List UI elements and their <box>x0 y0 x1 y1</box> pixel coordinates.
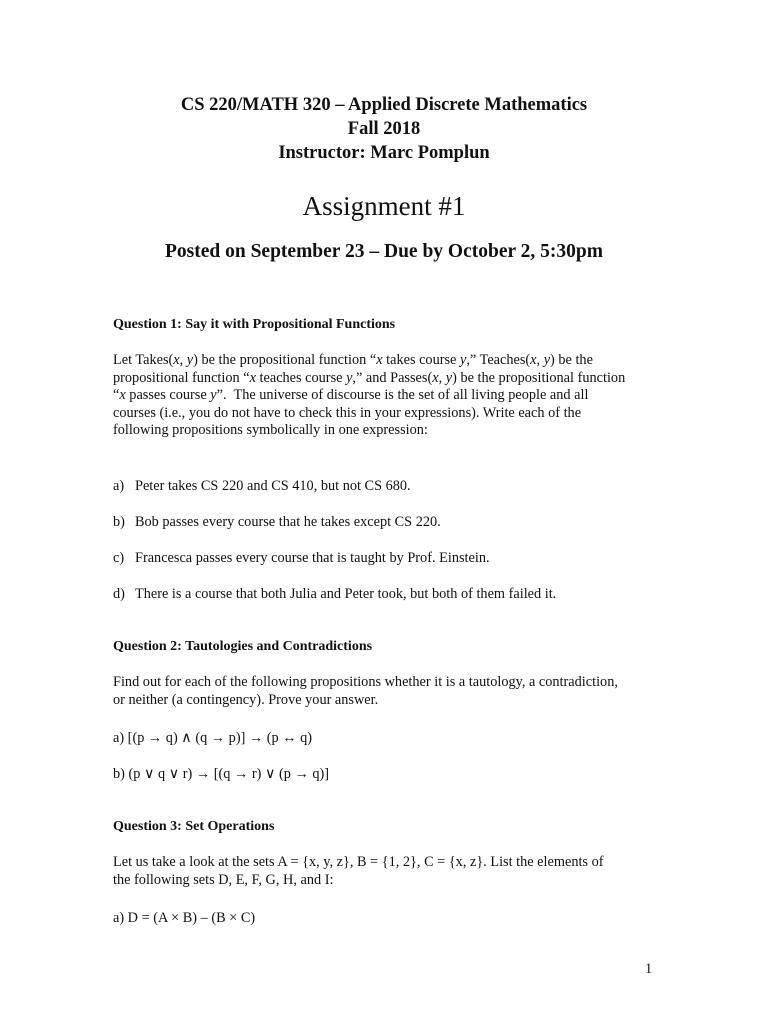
q2-intro-line: Find out for each of the following propositions whether it is a tautology, a contradiction, <box>113 674 618 690</box>
q3-intro-line: the following sets D, E, F, G, H, and I: <box>113 871 334 888</box>
item-label: c) <box>113 550 125 566</box>
item-text: Peter takes CS 220 and CS 410, but not CS 680. <box>135 478 411 494</box>
q2-formula-b: b) (p ∨ q ∨ r) → [(q → r) ∨ (p → q)] <box>113 766 330 782</box>
q1-item-a <box>113 477 411 495</box>
q1-intro-line: courses (i.e., you do not have to check this in your expressions). Write each of the <box>113 404 582 421</box>
q1-intro-line: following propositions symbolically in one expression: <box>113 422 428 439</box>
question-1-intro <box>113 352 658 440</box>
assignment-title: Assignment #1 <box>302 191 466 221</box>
question-2-heading: Question 2: Tautologies and Contradictions <box>113 639 373 654</box>
question-3-heading: Question 3: Set Operations <box>113 819 275 834</box>
item-label: b) <box>113 514 125 530</box>
q1-intro-line: Let Takes(x, y) be the propositional function “x takes course y,” Teaches(x, y) be the <box>113 352 593 368</box>
question-3-intro <box>113 854 658 889</box>
term: Fall 2018 <box>347 119 421 139</box>
q1-item-d <box>113 585 556 603</box>
q1-intro-line: propositional function “x teaches course y,” and Passes(x, y) be the propositional function <box>113 369 626 386</box>
q2-formula-a: a) [(p → q) ∧ (q → p)] → (p ↔ q) <box>113 730 313 746</box>
item-text: Bob passes every course that he takes except CS 220. <box>135 514 441 530</box>
instructor: Instructor: Marc Pomplun <box>278 143 490 163</box>
item-text: Francesca passes every course that is taught by Prof. Einstein. <box>135 550 490 566</box>
document-header <box>0 93 768 165</box>
q3-intro-line: Let us take a look at the sets A = {x, y, z}, B = {1, 2}, C = {x, z}. List the elements of <box>113 854 604 870</box>
q1-item-c <box>113 549 490 567</box>
q1-item-b <box>113 513 441 531</box>
item-label: a) <box>113 478 125 494</box>
item-text: There is a course that both Julia and Peter took, but both of them failed it. <box>135 586 557 602</box>
question-2-intro <box>113 674 658 709</box>
question-1-heading: Question 1: Say it with Propositional Functions <box>113 317 396 332</box>
page-number: 1 <box>645 961 653 977</box>
course-title: CS 220/MATH 320 – Applied Discrete Mathematics <box>180 95 588 115</box>
q2-intro-line: or neither (a contingency). Prove your answer. <box>113 691 379 708</box>
item-label: d) <box>113 586 125 602</box>
q1-intro-line: “x passes course y”. The universe of discourse is the set of all living people and all <box>113 387 589 404</box>
q3-formula-a: a) D = (A × B) – (B × C) <box>113 910 256 926</box>
posted-due-line: Posted on September 23 – Due by October 2, 5:30pm <box>164 241 603 262</box>
